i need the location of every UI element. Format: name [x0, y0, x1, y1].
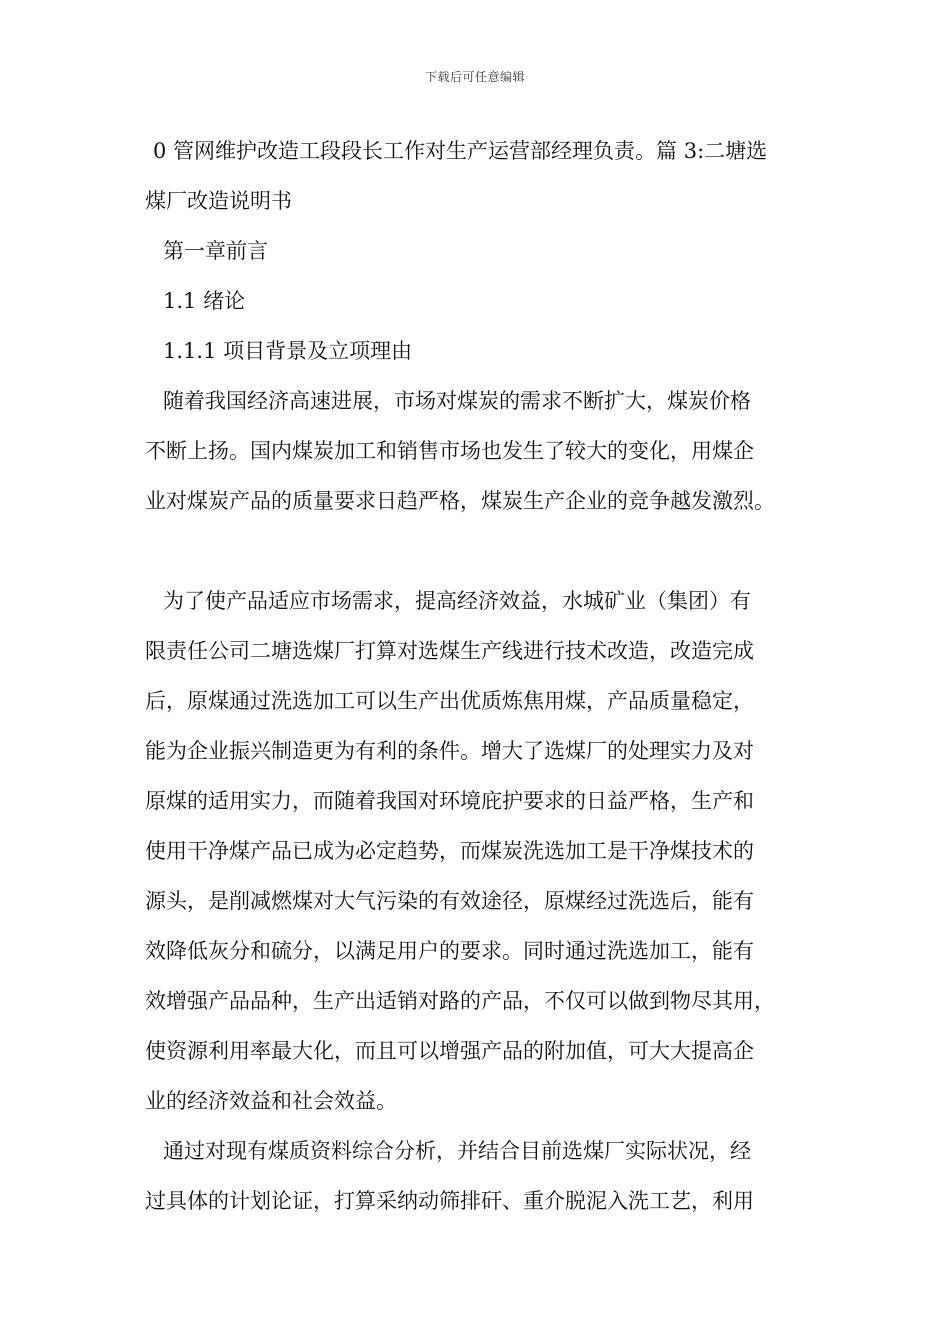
paragraph-line: 使资源利用率最大化，而且可以增强产品的附加值，可大大提高企: [145, 1039, 754, 1063]
paragraph-line: 业对煤炭产品的质量要求日趋严格，煤炭生产企业的竞争越发激烈。: [145, 489, 775, 513]
section-heading: 1.1 绪论: [163, 289, 246, 313]
paragraph-line: 业的经济效益和社会效益。: [145, 1089, 397, 1113]
paragraph-line: 原煤的适用实力，而随着我国对环境庇护要求的日益严格，生产和: [145, 789, 754, 813]
paragraph-line: 后，原煤通过洗选加工可以生产出优质炼焦用煤，产品质量稳定，: [145, 689, 754, 713]
paragraph-line: 使用干净煤产品已成为必定趋势，而煤炭洗选加工是干净煤技术的: [145, 839, 754, 863]
document-body: [145, 126, 810, 1226]
paragraph-line: 通过对现有煤质资料综合分析，并结合目前选煤厂实际状况，经: [163, 1139, 751, 1163]
page-header: 下载后可任意编辑: [424, 70, 525, 84]
paragraph-line: 限责任公司二塘选煤厂打算对选煤生产线进行技术改造，改造完成: [145, 639, 754, 663]
text-line: 0 管网维护改造工段段长工作对生产运营部经理负责。篇 3:二塘选: [153, 139, 768, 163]
text-line: 煤厂改造说明书: [145, 189, 292, 213]
paragraph-line: 为了使产品适应市场需求，提高经济效益，水城矿业（集团）有: [163, 589, 751, 613]
paragraph-line: 过具体的计划论证，打算采纳动筛排矸、重介脱泥入洗工艺，利用: [145, 1189, 754, 1213]
paragraph-line: 能为企业振兴制造更为有利的条件。增大了选煤厂的处理实力及对: [145, 739, 754, 763]
chapter-heading: 第一章前言: [163, 239, 268, 263]
paragraph-line: 效降低灰分和硫分，以满足用户的要求。同时通过洗选加工，能有: [145, 939, 754, 963]
subsection-heading: 1.1.1 项目背景及立项理由: [163, 339, 413, 363]
paragraph-line: 不断上扬。国内煤炭加工和销售市场也发生了较大的变化，用煤企: [145, 439, 754, 463]
paragraph-line: 随着我国经济高速进展，市场对煤炭的需求不断扩大，煤炭价格: [163, 389, 751, 413]
paragraph-line: 源头，是削减燃煤对大气污染的有效途径，原煤经过洗选后，能有: [145, 889, 754, 913]
paragraph-line: 效增强产品品种，生产出适销对路的产品，不仅可以做到物尽其用，: [145, 989, 775, 1013]
